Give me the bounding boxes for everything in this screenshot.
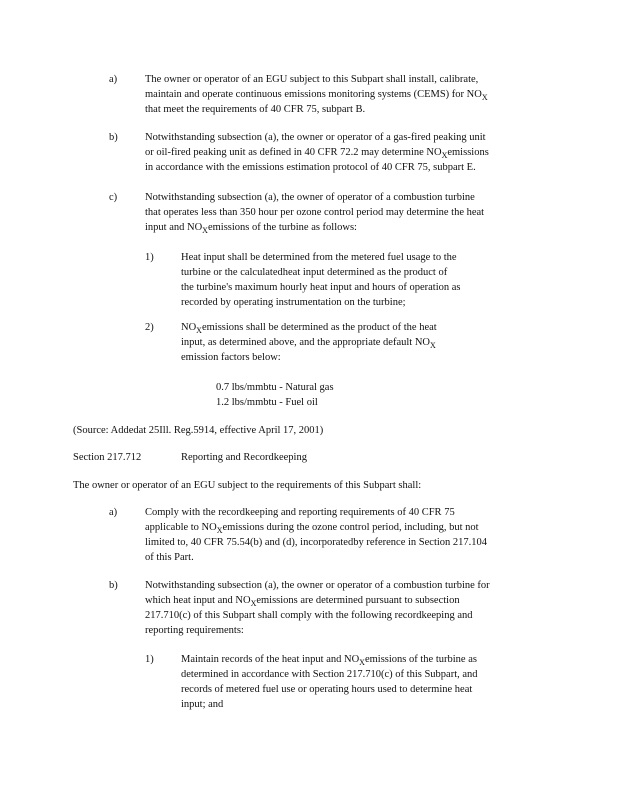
paragraph-a: The owner or operator of an EGU subject to this Subpart shall install, calibrate, maintain and operate continuous emissions monitoring systems (CEMS) for $NO_X$ that meet the requirements of 40 CFR 75, subpart B.: [145, 74, 488, 115]
item-label: b): [109, 132, 118, 143]
section-heading: Section 217.712: [73, 452, 142, 463]
source-note: (Source: Addedat 25Ill. Reg.5914, effective April 17, 2001): [73, 425, 324, 436]
item-label: 1): [145, 252, 154, 263]
item-label: 2): [145, 322, 154, 333]
item-label: c): [109, 192, 118, 203]
section-title: Reporting and Recordkeeping: [181, 452, 307, 463]
paragraph-rr-a: Comply with the recordkeeping and reporting requirements of 40 CFR 75 applicable to $NO_Xemissions$ during the ozone control period, including, but not limited to, 40 CFR 75.54(b) and (d), incorporatedby reference in Section 217.104 of this Part.: [145, 507, 488, 563]
intro-paragraph: The owner or operator of an EGU subject to the requirements of this Subpart shall:: [73, 480, 422, 491]
paragraph-b: Notwithstanding subsection (a), the owner or operator of a gas-fired peaking unit or oil-fired peaking unit as defined in 40 CFR 72.2 may determine $NO_Xemissions$ in accordance with the emissions estimation protocol of 40 CFR 75, subpart E.: [145, 132, 489, 173]
paragraph-rr-b-1: Maintain records of the heat input and $NO_Xemissions$ of the turbine as determined in accordance with Section 217.710(c) of this Subpart, and records of metered fuel use or operating hours used to determine heat input; and: [181, 654, 478, 710]
emission-factors: 0.7 lbs/mmbtu - Natural gas 1.2 lbs/mmbtu - Fuel oil: [216, 382, 334, 408]
item-label: a): [109, 74, 118, 85]
paragraph-c-2: $NO_Xemissions$ shall be determined as the product of the heat input, as determined above, and the appropriate default $NO_X$ emission factors below:: [181, 322, 437, 363]
paragraph-c: Notwithstanding subsection (a), the owner of operator of a combustion turbine that operates less than 350 hour per ozone control period may determine the heat input and $NO_Xemissions$ of the turbine as follows:: [145, 192, 485, 235]
paragraph-rr-b: Notwithstanding subsection (a), the owner or operator of a combustion turbine for which heat input and $NO_Xemissions$ are determined pursuant to subsection 217.710(c) of this Subpart shall comply with the following recordkeeping and reporting requirements:: [145, 580, 490, 636]
item-label: b): [109, 580, 118, 591]
item-label: 1): [145, 654, 154, 665]
paragraph-c-1: Heat input shall be determined from the metered fuel usage to the turbine or the calculatedheat input determined as the product of the turbine's maximum hourly heat input and hours of operation as recorded by operating instrumentation on the turbine;: [181, 252, 461, 308]
item-label: a): [109, 507, 118, 518]
